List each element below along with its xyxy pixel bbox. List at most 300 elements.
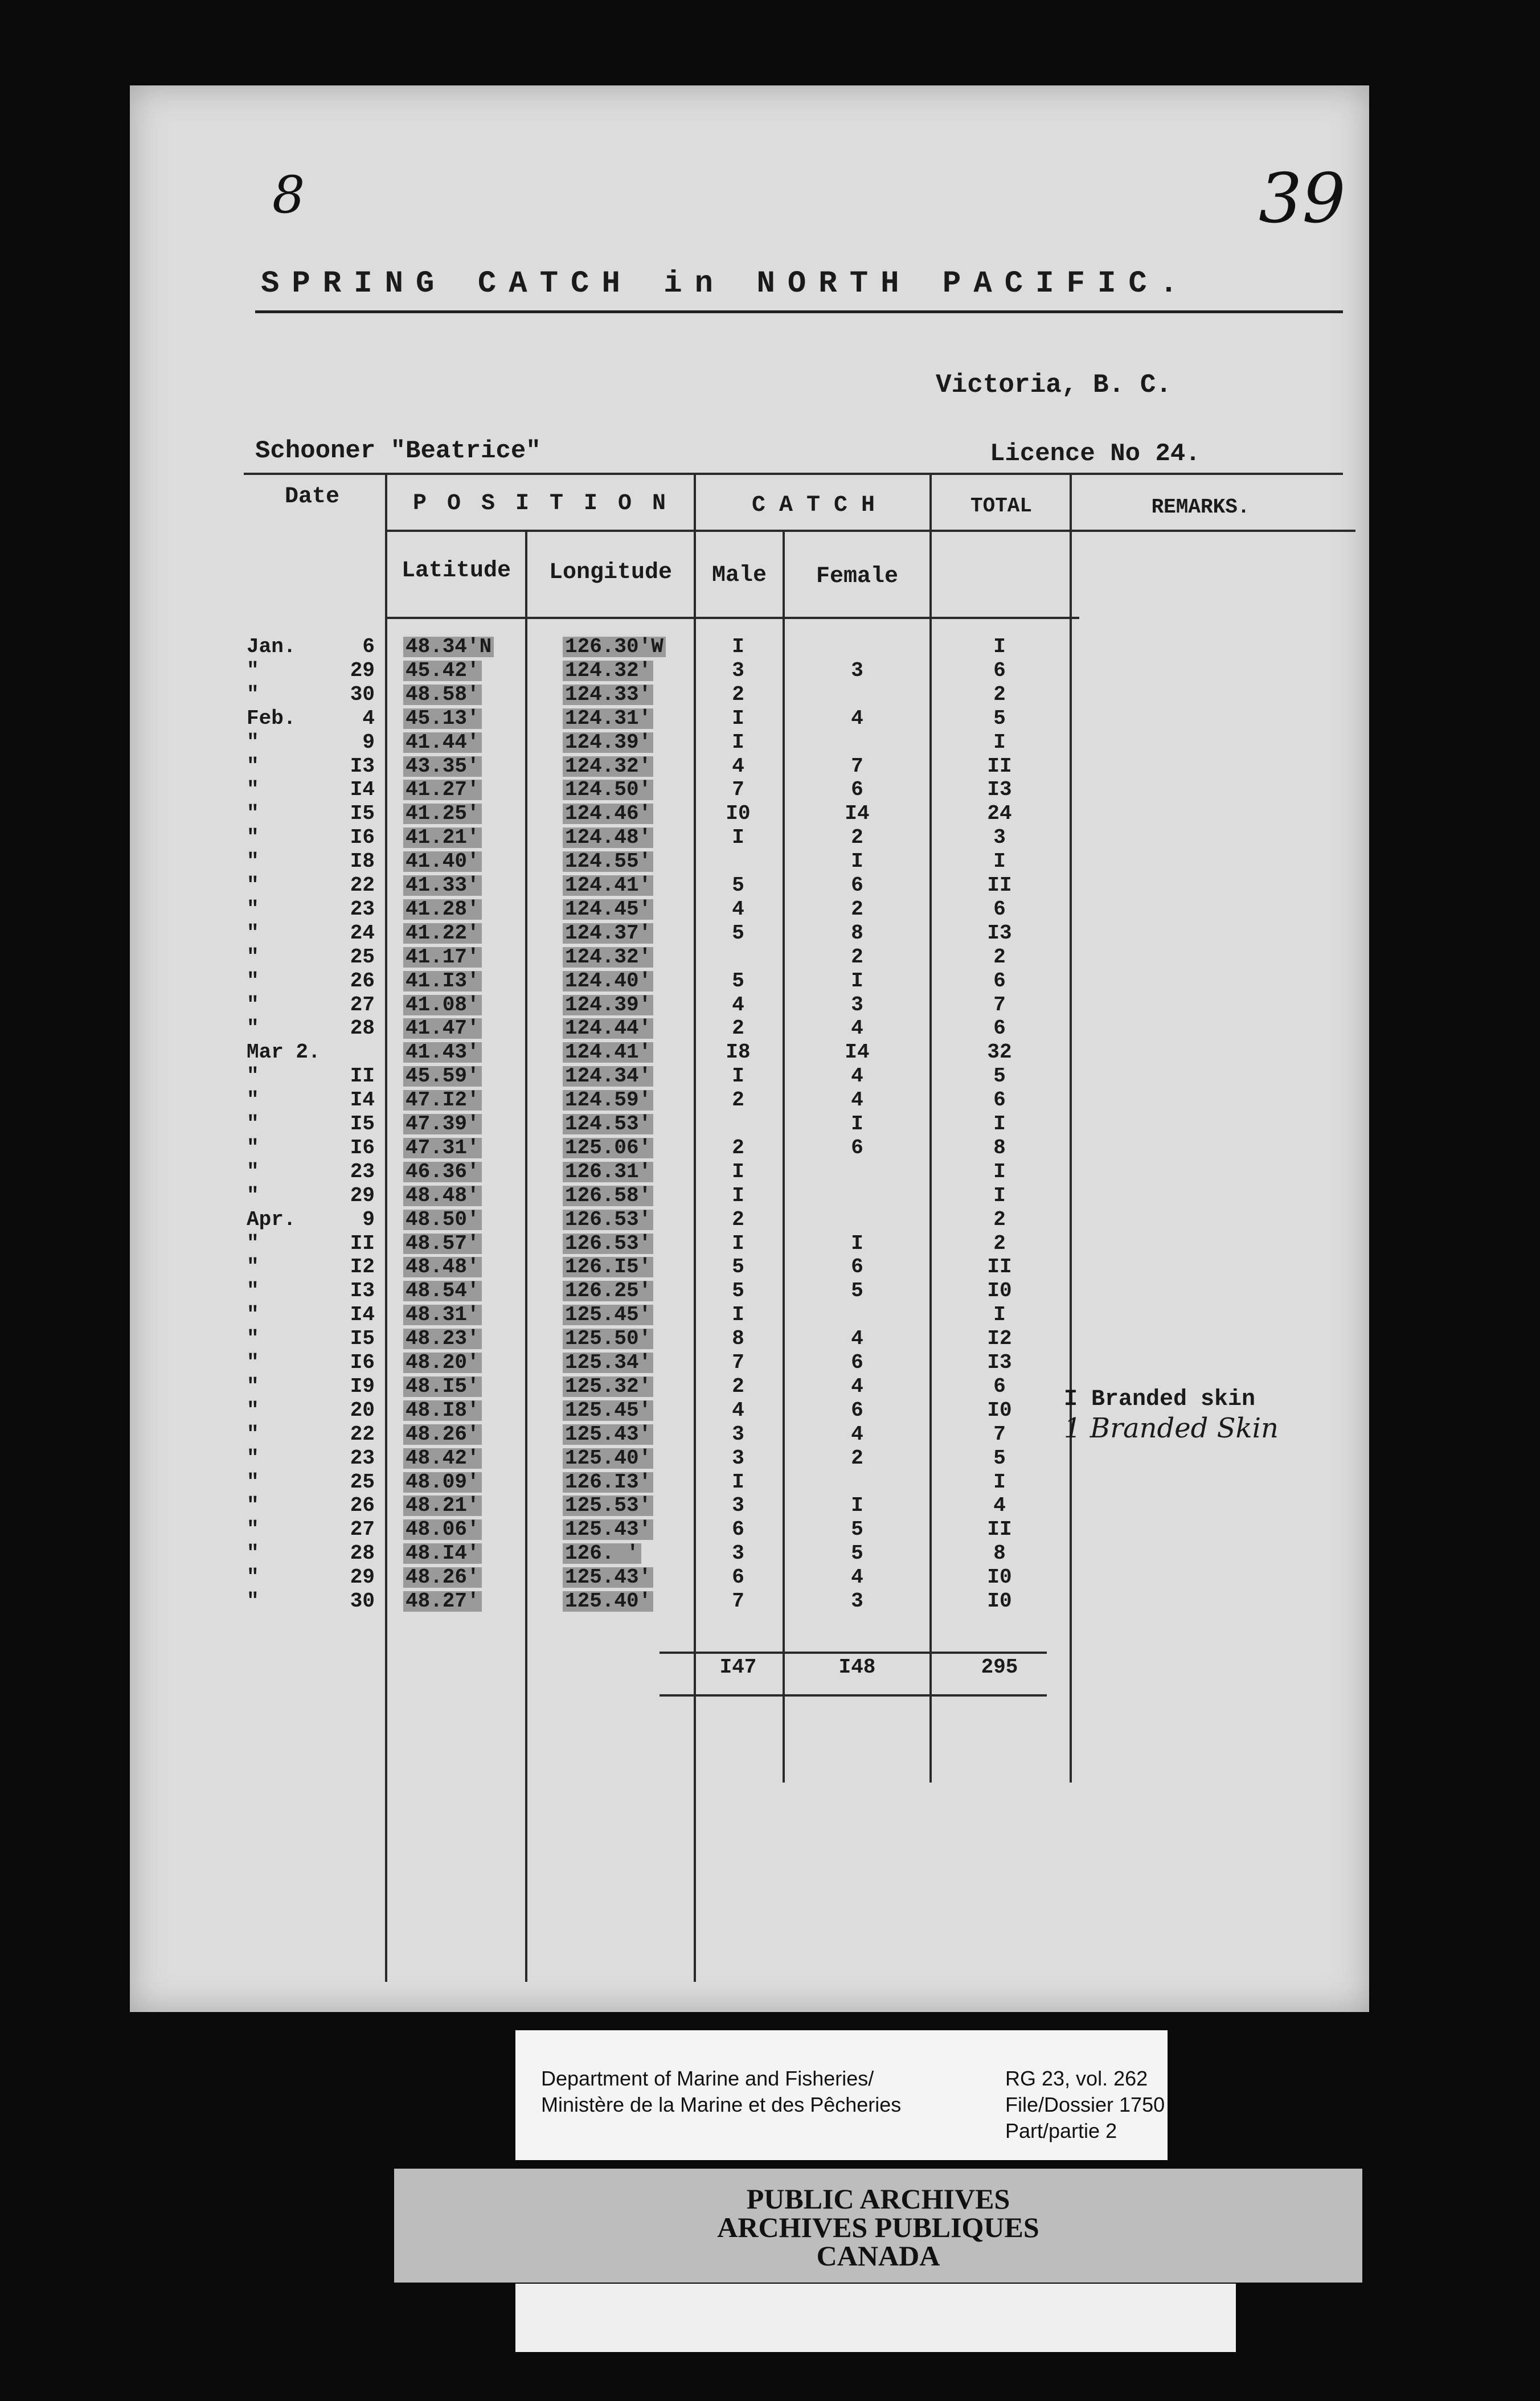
row-day: I5 (350, 1112, 375, 1136)
row-male: 4 (732, 754, 744, 778)
row-latitude: 41.40' (403, 851, 482, 872)
row-total: I (993, 1183, 1006, 1207)
row-female: I (851, 1494, 863, 1518)
row-female: 4 (851, 1422, 863, 1446)
row-day: 27 (350, 1518, 375, 1542)
row-female: I4 (845, 1040, 870, 1064)
row-longitude: 124.44' (563, 1018, 653, 1039)
row-month: " (247, 1255, 259, 1279)
row-male: 2 (732, 1136, 744, 1159)
row-total: 2 (993, 682, 1006, 706)
row-latitude: 47.I2' (403, 1090, 482, 1111)
row-longitude: 124.39' (563, 732, 653, 753)
row-latitude: 46.36' (403, 1162, 482, 1182)
row-latitude: 48.50' (403, 1210, 482, 1230)
row-latitude: 43.35' (403, 756, 482, 777)
row-month: " (247, 1374, 259, 1398)
row-male: I (732, 1183, 744, 1207)
row-male: 3 (732, 1446, 744, 1470)
row-month: " (247, 1136, 259, 1159)
row-female: I (851, 969, 863, 993)
column-divider-date (385, 473, 387, 1982)
row-day: 28 (350, 1017, 375, 1040)
row-female: 4 (851, 1327, 863, 1351)
row-total: I0 (987, 1566, 1012, 1589)
row-longitude: 124.32' (563, 947, 653, 968)
row-latitude: 41.27' (403, 780, 482, 800)
row-latitude: 47.31' (403, 1138, 482, 1158)
row-month: " (247, 1446, 259, 1470)
row-male: 5 (732, 1279, 744, 1303)
row-latitude: 48.21' (403, 1495, 482, 1516)
header-remarks: REMARKS. (1151, 495, 1250, 519)
row-longitude: 126. ' (563, 1543, 641, 1564)
row-longitude: 124.41' (563, 1042, 653, 1063)
header-catch: C A T C H (751, 493, 875, 518)
row-month: " (247, 1542, 259, 1566)
row-longitude: 126.25' (563, 1281, 653, 1301)
row-longitude: 124.37' (563, 923, 653, 944)
row-female: 4 (851, 706, 863, 730)
row-month: " (247, 850, 259, 874)
row-longitude: 125.43' (563, 1519, 653, 1540)
row-female: I (851, 1231, 863, 1255)
row-longitude: 125.34' (563, 1353, 653, 1373)
row-male: I (732, 706, 744, 730)
row-month: " (247, 1231, 259, 1255)
row-latitude: 41.33' (403, 875, 482, 896)
row-month: " (247, 754, 259, 778)
row-longitude: 125.40' (563, 1591, 653, 1612)
row-month: Mar 2. (247, 1040, 321, 1064)
column-divider-total (1070, 473, 1072, 1783)
row-day: 6 (362, 635, 375, 658)
row-month: " (247, 1064, 259, 1088)
row-longitude: 125.43' (563, 1424, 653, 1445)
row-total: 8 (993, 1542, 1006, 1566)
row-latitude: 47.39' (403, 1114, 482, 1134)
row-female: 6 (851, 874, 863, 897)
row-latitude: 48.20' (403, 1353, 482, 1373)
row-month: Jan. (247, 635, 296, 658)
row-longitude: 126.30'W (563, 637, 666, 657)
row-male: I8 (726, 1040, 751, 1064)
stamp-line-2: ARCHIVES PUBLIQUES (717, 2211, 1039, 2243)
row-day: 9 (362, 730, 375, 754)
row-longitude: 124.48' (563, 827, 653, 848)
row-male: 4 (732, 1398, 744, 1422)
row-month: " (247, 802, 259, 826)
row-male: I (732, 1303, 744, 1327)
row-female: 8 (851, 921, 863, 945)
row-latitude: 41.08' (403, 995, 482, 1015)
row-month: " (247, 1494, 259, 1518)
row-total: I0 (987, 1279, 1012, 1303)
row-month: " (247, 1303, 259, 1327)
row-male: 6 (732, 1518, 744, 1542)
row-male: 7 (732, 1351, 744, 1374)
remark-handwritten: 1 Branded Skin (1064, 1412, 1279, 1444)
row-total: 5 (993, 1064, 1006, 1088)
row-day: I6 (350, 1351, 375, 1374)
row-male: 5 (732, 874, 744, 897)
row-longitude: 124.41' (563, 875, 653, 896)
row-longitude: 124.31' (563, 708, 653, 729)
row-longitude: 124.39' (563, 995, 653, 1015)
row-day: I2 (350, 1255, 375, 1279)
row-total: 5 (993, 706, 1006, 730)
row-female: 2 (851, 1446, 863, 1470)
row-female: 4 (851, 1374, 863, 1398)
row-month: " (247, 1279, 259, 1303)
row-male: I0 (726, 802, 751, 826)
row-day: 25 (350, 1470, 375, 1494)
row-total: I3 (987, 778, 1012, 802)
row-female: 4 (851, 1566, 863, 1589)
row-latitude: 45.13' (403, 708, 482, 729)
header-mid-rule (387, 530, 1355, 532)
row-total: I (993, 1159, 1006, 1183)
archive-label (515, 2030, 1168, 2160)
row-month: " (247, 778, 259, 802)
row-total: 2 (993, 1231, 1006, 1255)
remark-typed: I Branded skin (1064, 1387, 1256, 1412)
row-total: I (993, 635, 1006, 658)
row-longitude: 124.50' (563, 780, 653, 800)
archive-stamp (394, 2169, 1362, 2283)
row-total: I (993, 1112, 1006, 1136)
row-month: " (247, 1566, 259, 1589)
row-total: II (987, 1255, 1012, 1279)
row-male: 3 (732, 658, 744, 682)
row-latitude: 48.34'N (403, 637, 494, 657)
row-day: 30 (350, 1589, 375, 1613)
row-longitude: 126.58' (563, 1186, 653, 1206)
row-total: I (993, 1470, 1006, 1494)
row-total: 2 (993, 945, 1006, 969)
row-longitude: 126.53' (563, 1210, 653, 1230)
row-male: 7 (732, 778, 744, 802)
row-latitude: 48.I4' (403, 1543, 482, 1564)
header-male: Male (711, 563, 767, 588)
row-total: 6 (993, 897, 1006, 921)
row-latitude: 48.26' (403, 1424, 482, 1445)
row-total: 3 (993, 826, 1006, 850)
row-longitude: 125.45' (563, 1400, 653, 1421)
subheader-rule (387, 617, 826, 619)
row-male: 2 (732, 1374, 744, 1398)
row-month: " (247, 1351, 259, 1374)
row-male: 3 (732, 1494, 744, 1518)
row-month: " (247, 1518, 259, 1542)
row-male: I (732, 730, 744, 754)
part-number: Part/partie 2 (1005, 2119, 1117, 2142)
row-female: 4 (851, 1017, 863, 1040)
row-female: 6 (851, 1136, 863, 1159)
row-day: 9 (362, 1207, 375, 1231)
row-day: II (350, 1231, 375, 1255)
licence-number: Licence No 24. (990, 440, 1201, 468)
row-month: " (247, 1398, 259, 1422)
row-latitude: 41.28' (403, 899, 482, 920)
total-male: I47 (719, 1656, 757, 1679)
row-month: " (247, 1112, 259, 1136)
row-total: 7 (993, 1422, 1006, 1446)
row-female: 5 (851, 1542, 863, 1566)
row-total: I3 (987, 921, 1012, 945)
row-total: I3 (987, 1351, 1012, 1374)
row-total: I0 (987, 1589, 1012, 1613)
row-latitude: 41.43' (403, 1042, 482, 1063)
row-total: II (987, 754, 1012, 778)
row-female: I (851, 1112, 863, 1136)
row-female: 6 (851, 1255, 863, 1279)
row-month: " (247, 1183, 259, 1207)
schooner-name: Schooner "Beatrice" (255, 437, 541, 465)
row-total: 5 (993, 1446, 1006, 1470)
row-female: 3 (851, 658, 863, 682)
row-day: I6 (350, 1136, 375, 1159)
row-day: I4 (350, 1088, 375, 1112)
row-latitude: 48.09' (403, 1472, 482, 1493)
row-longitude: 126.I3' (563, 1472, 653, 1493)
department-fr: Ministère de la Marine et des Pêcheries (541, 2093, 902, 2116)
row-latitude: 48.42' (403, 1448, 482, 1469)
stamp-line-3: CANADA (816, 2240, 940, 2272)
row-latitude: 41.21' (403, 827, 482, 848)
row-latitude: 41.17' (403, 947, 482, 968)
row-day: 26 (350, 969, 375, 993)
row-month: " (247, 1327, 259, 1351)
row-male: 3 (732, 1422, 744, 1446)
row-male: 5 (732, 1255, 744, 1279)
total-overall: 295 (981, 1656, 1018, 1679)
row-latitude: 41.I3' (403, 971, 482, 991)
table-top-rule (244, 473, 1343, 475)
row-total: II (987, 1518, 1012, 1542)
row-day: 26 (350, 1494, 375, 1518)
row-month: " (247, 1422, 259, 1446)
row-total: 4 (993, 1494, 1006, 1518)
row-female: 4 (851, 1088, 863, 1112)
document-page (130, 85, 1369, 2012)
row-month: " (247, 1589, 259, 1613)
row-longitude: 125.45' (563, 1305, 653, 1325)
row-male: I (732, 1159, 744, 1183)
row-longitude: 124.45' (563, 899, 653, 920)
row-female: 5 (851, 1518, 863, 1542)
row-longitude: 125.40' (563, 1448, 653, 1469)
row-male: 4 (732, 993, 744, 1017)
margin-mark: 8 (272, 165, 305, 225)
row-day: 22 (350, 1422, 375, 1446)
row-longitude: 126.31' (563, 1162, 653, 1182)
column-divider-lat (525, 530, 527, 1982)
archive-label-base (515, 2284, 1236, 2352)
row-total: 6 (993, 1374, 1006, 1398)
row-month: " (247, 1017, 259, 1040)
row-day: 28 (350, 1542, 375, 1566)
row-male: 5 (732, 969, 744, 993)
row-male: I (732, 635, 744, 658)
row-latitude: 48.57' (403, 1234, 482, 1254)
row-latitude: 41.44' (403, 732, 482, 753)
row-day: 30 (350, 682, 375, 706)
row-day: 29 (350, 1183, 375, 1207)
row-month: " (247, 969, 259, 993)
row-female: I4 (845, 802, 870, 826)
row-longitude: 124.32' (563, 756, 653, 777)
row-day: 29 (350, 1566, 375, 1589)
row-female: 6 (851, 778, 863, 802)
row-total: 6 (993, 1017, 1006, 1040)
row-month: " (247, 945, 259, 969)
row-male: 2 (732, 682, 744, 706)
row-female: 2 (851, 826, 863, 850)
row-longitude: 124.46' (563, 804, 653, 824)
totals-top-rule (660, 1652, 1047, 1654)
row-female: I (851, 850, 863, 874)
row-longitude: 124.53' (563, 1114, 653, 1134)
row-female: 6 (851, 1398, 863, 1422)
row-day: 23 (350, 1159, 375, 1183)
row-male: I (732, 1470, 744, 1494)
row-day: I3 (350, 1279, 375, 1303)
row-total: 32 (987, 1040, 1012, 1064)
row-latitude: 48.06' (403, 1519, 482, 1540)
row-day: I5 (350, 802, 375, 826)
row-latitude: 45.59' (403, 1066, 482, 1087)
row-month: Feb. (247, 706, 296, 730)
row-month: " (247, 658, 259, 682)
row-longitude: 126.53' (563, 1234, 653, 1254)
row-latitude: 45.42' (403, 661, 482, 681)
row-total: 8 (993, 1136, 1006, 1159)
row-month: " (247, 826, 259, 850)
row-latitude: 48.I8' (403, 1400, 482, 1421)
row-day: I4 (350, 778, 375, 802)
row-male: 2 (732, 1017, 744, 1040)
row-day: 4 (362, 706, 375, 730)
row-latitude: 48.48' (403, 1186, 482, 1206)
row-total: 6 (993, 1088, 1006, 1112)
row-male: 5 (732, 921, 744, 945)
row-day: 24 (350, 921, 375, 945)
row-day: 20 (350, 1398, 375, 1422)
row-male: 3 (732, 1542, 744, 1566)
row-longitude: 124.32' (563, 661, 653, 681)
record-group: RG 23, vol. 262 (1005, 2067, 1148, 2090)
row-day: II (350, 1064, 375, 1088)
row-female: 2 (851, 897, 863, 921)
row-latitude: 48.26' (403, 1567, 482, 1588)
row-month: " (247, 730, 259, 754)
header-position: P O S I T I O N (412, 491, 670, 517)
row-female: 3 (851, 1589, 863, 1613)
row-total: 6 (993, 658, 1006, 682)
row-total: 7 (993, 993, 1006, 1017)
total-female: I48 (838, 1656, 876, 1679)
row-total: I (993, 850, 1006, 874)
row-latitude: 48.54' (403, 1281, 482, 1301)
row-day: I4 (350, 1303, 375, 1327)
row-female: 3 (851, 993, 863, 1017)
row-female: 4 (851, 1064, 863, 1088)
stamp-line-1: PUBLIC ARCHIVES (746, 2183, 1010, 2215)
row-longitude: 125.53' (563, 1495, 653, 1516)
department-en: Department of Marine and Fisheries/ (541, 2067, 874, 2090)
row-female: 5 (851, 1279, 863, 1303)
row-day: I8 (350, 850, 375, 874)
header-female: Female (816, 564, 899, 589)
row-month: Apr. (247, 1207, 296, 1231)
row-month: " (247, 993, 259, 1017)
row-female: 2 (851, 945, 863, 969)
row-male: 2 (732, 1088, 744, 1112)
catch-subheader-rule (826, 617, 1079, 619)
header-latitude: Latitude (401, 558, 511, 584)
row-day: 27 (350, 993, 375, 1017)
row-month: " (247, 1088, 259, 1112)
row-male: 8 (732, 1327, 744, 1351)
row-total: I2 (987, 1327, 1012, 1351)
title-underline (255, 310, 1343, 313)
row-longitude: 125.50' (563, 1329, 653, 1349)
row-month: " (247, 1159, 259, 1183)
row-total: 6 (993, 969, 1006, 993)
row-latitude: 48.I5' (403, 1376, 482, 1397)
row-total: I0 (987, 1398, 1012, 1422)
row-day: I9 (350, 1374, 375, 1398)
file-number: File/Dossier 1750 (1005, 2093, 1165, 2116)
header-longitude: Longitude (548, 560, 673, 585)
row-latitude: 41.22' (403, 923, 482, 944)
row-longitude: 125.06' (563, 1138, 653, 1158)
row-longitude: 124.33' (563, 685, 653, 705)
row-day: 23 (350, 1446, 375, 1470)
row-longitude: 124.59' (563, 1090, 653, 1111)
header-date: Date (284, 484, 339, 510)
place-line: Victoria, B. C. (936, 370, 1172, 400)
row-day: 23 (350, 897, 375, 921)
row-male: 7 (732, 1589, 744, 1613)
row-total: 24 (987, 802, 1012, 826)
row-longitude: 125.43' (563, 1567, 653, 1588)
folio-number: 39 (1259, 159, 1346, 239)
header-total: TOTAL (970, 494, 1033, 518)
row-latitude: 41.47' (403, 1018, 482, 1039)
row-total: 2 (993, 1207, 1006, 1231)
row-day: 25 (350, 945, 375, 969)
row-day: I6 (350, 826, 375, 850)
row-month: " (247, 682, 259, 706)
row-month: " (247, 1470, 259, 1494)
row-day: I5 (350, 1327, 375, 1351)
row-male: I (732, 826, 744, 850)
row-longitude: 126.I5' (563, 1257, 653, 1277)
row-latitude: 48.23' (403, 1329, 482, 1349)
row-longitude: 124.55' (563, 851, 653, 872)
row-total: I (993, 730, 1006, 754)
row-day: 29 (350, 658, 375, 682)
page-title: SPRING CATCH in NORTH PACIFIC. (261, 267, 1191, 301)
row-day: I3 (350, 754, 375, 778)
row-female: 6 (851, 1351, 863, 1374)
row-latitude: 48.27' (403, 1591, 482, 1612)
row-latitude: 48.48' (403, 1257, 482, 1277)
row-longitude: 125.32' (563, 1376, 653, 1397)
row-latitude: 48.31' (403, 1305, 482, 1325)
